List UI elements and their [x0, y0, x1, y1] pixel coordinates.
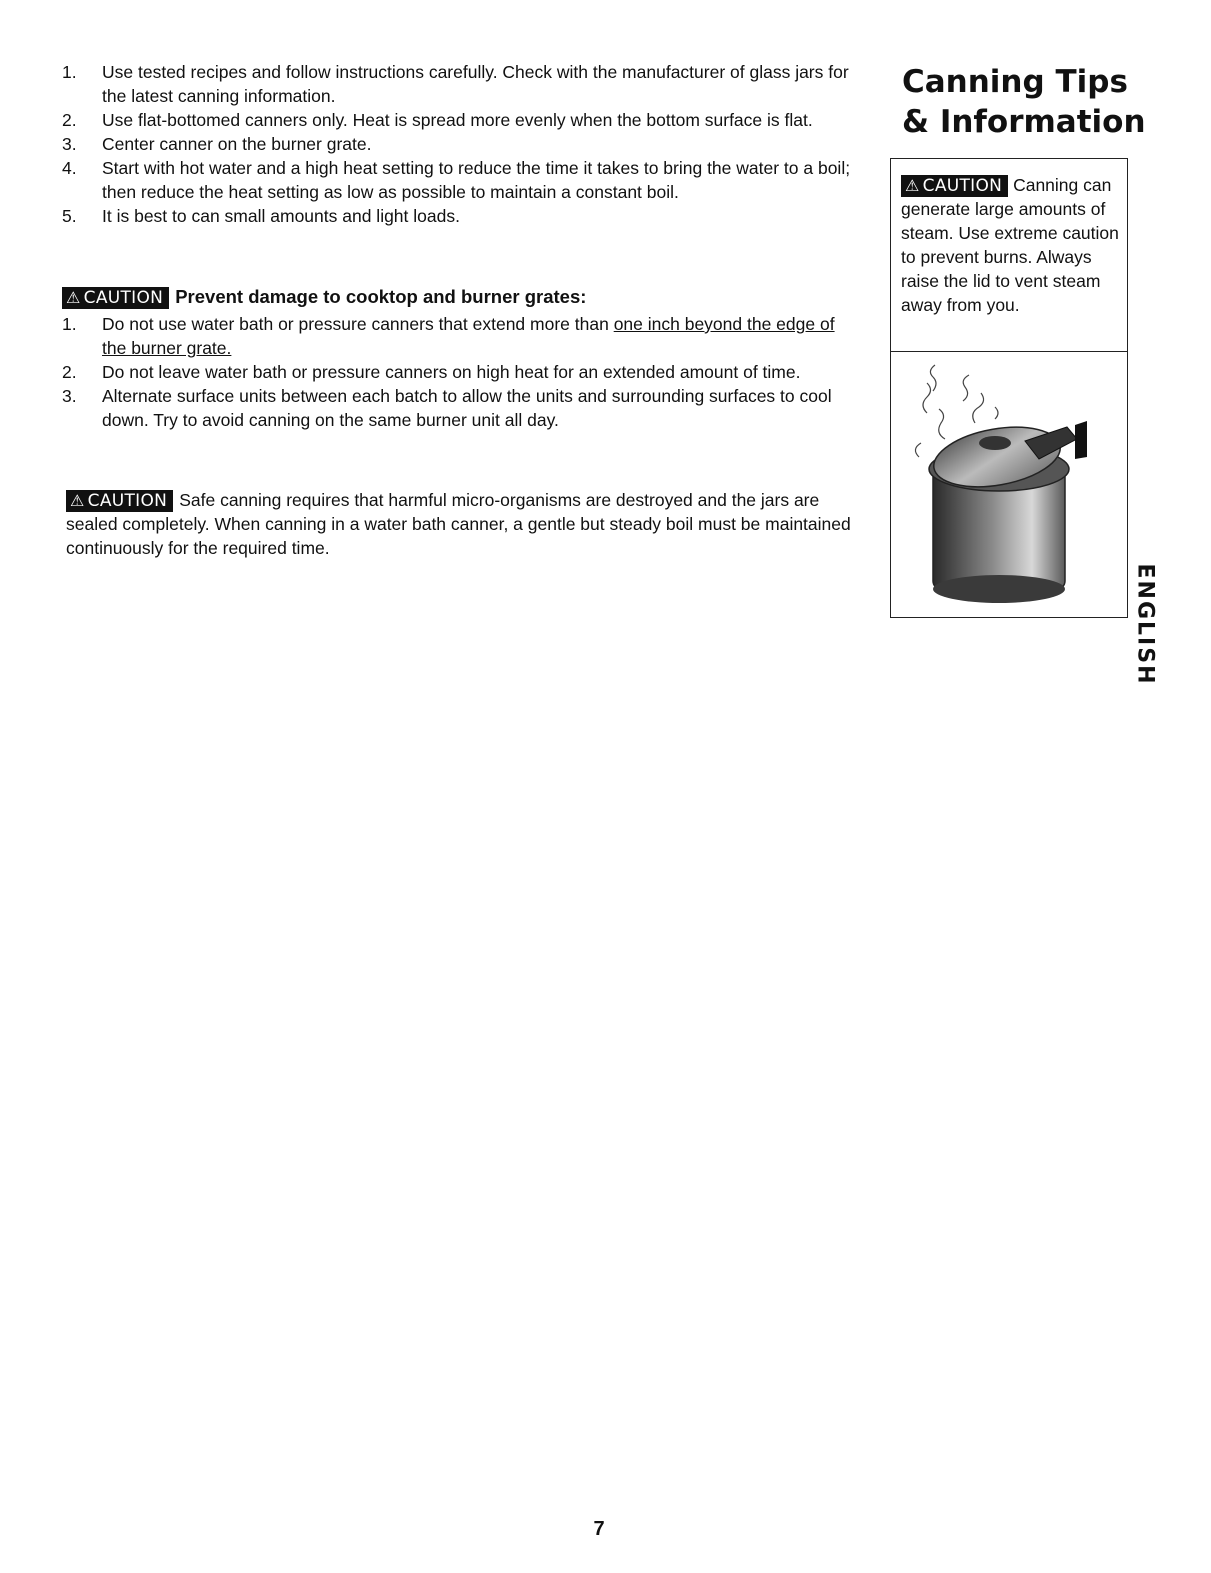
item-text: Start with hot water and a high heat setting to reduce the time it takes to bring the water to a boil; then reduce the heat setting as low as possible to maintain a constant boil.: [102, 158, 851, 202]
item-number: 4.: [62, 158, 77, 178]
list-item: [62, 312, 862, 360]
item-text: It is best to can small amounts and light loads.: [102, 206, 460, 226]
language-tab-text: ENGLISH: [1132, 563, 1158, 685]
safe-canning-paragraph: [66, 488, 866, 560]
list-item: [62, 108, 862, 132]
list-item: [62, 132, 862, 156]
item-text: Center canner on the burner grate.: [102, 134, 372, 154]
list-item: [62, 384, 862, 432]
item-text: Use tested recipes and follow instructions carefully. Check with the manufacturer of glass jars for the latest canning information.: [102, 62, 849, 106]
sidebar-caution-text: Canning can generate large amounts of steam. Use extreme caution to prevent burns. Always raise the lid to vent steam away from you.: [901, 175, 1119, 315]
item-number: 2.: [62, 110, 77, 130]
prevent-damage-heading: [62, 285, 586, 309]
page-number: 7: [593, 1518, 605, 1540]
item-text: Do not leave water bath or pressure canners on high heat for an extended amount of time.: [102, 362, 801, 382]
item-text: Do not use water bath or pressure canners that extend more than: [102, 314, 614, 334]
sidebar-caution: [901, 173, 1121, 317]
caution-label: CAUTION: [83, 288, 164, 308]
caution-badge: [901, 175, 1008, 197]
steaming-canner-illustration: [905, 361, 1110, 606]
item-number: 1.: [62, 314, 77, 334]
warning-triangle-icon: ⚠: [66, 288, 81, 307]
caution-label: CAUTION: [87, 491, 168, 511]
prevent-damage-list: [62, 312, 862, 432]
item-number: 3.: [62, 386, 77, 406]
caution-badge: [62, 287, 169, 309]
warning-triangle-icon: ⚠: [905, 176, 920, 195]
list-item: [62, 204, 862, 228]
divider: [891, 351, 1127, 352]
list-item: [62, 360, 862, 384]
canning-tips-list: [62, 60, 862, 228]
caution-sidebar-box: [890, 158, 1128, 618]
item-text: Alternate surface units between each batch to allow the units and surrounding surfaces to cool down. Try to avoid canning on the same burner unit all day.: [102, 386, 832, 430]
section-title: Canning Tips & Information: [902, 64, 1146, 140]
caution-badge: [66, 490, 173, 512]
item-number: 1.: [62, 62, 77, 82]
heading-text: Prevent damage to cooktop and burner grates:: [175, 286, 587, 307]
paragraph-text: Safe canning requires that harmful micro-organisms are destroyed and the jars are sealed completely. When canning in a water bath canner, a gentle but steady boil must be maintained continuously for the required time.: [66, 490, 851, 558]
list-item: [62, 156, 862, 204]
caution-label: CAUTION: [922, 176, 1003, 196]
item-number: 5.: [62, 206, 77, 226]
warning-triangle-icon: ⚠: [70, 491, 85, 510]
item-number: 3.: [62, 134, 77, 154]
item-number: 2.: [62, 362, 77, 382]
language-tab: [1125, 565, 1165, 683]
list-item: [62, 60, 862, 108]
underlined-text: one inch beyond the edge of the burner grate.: [102, 314, 835, 358]
item-text: Use flat-bottomed canners only. Heat is spread more evenly when the bottom surface is flat.: [102, 110, 813, 130]
